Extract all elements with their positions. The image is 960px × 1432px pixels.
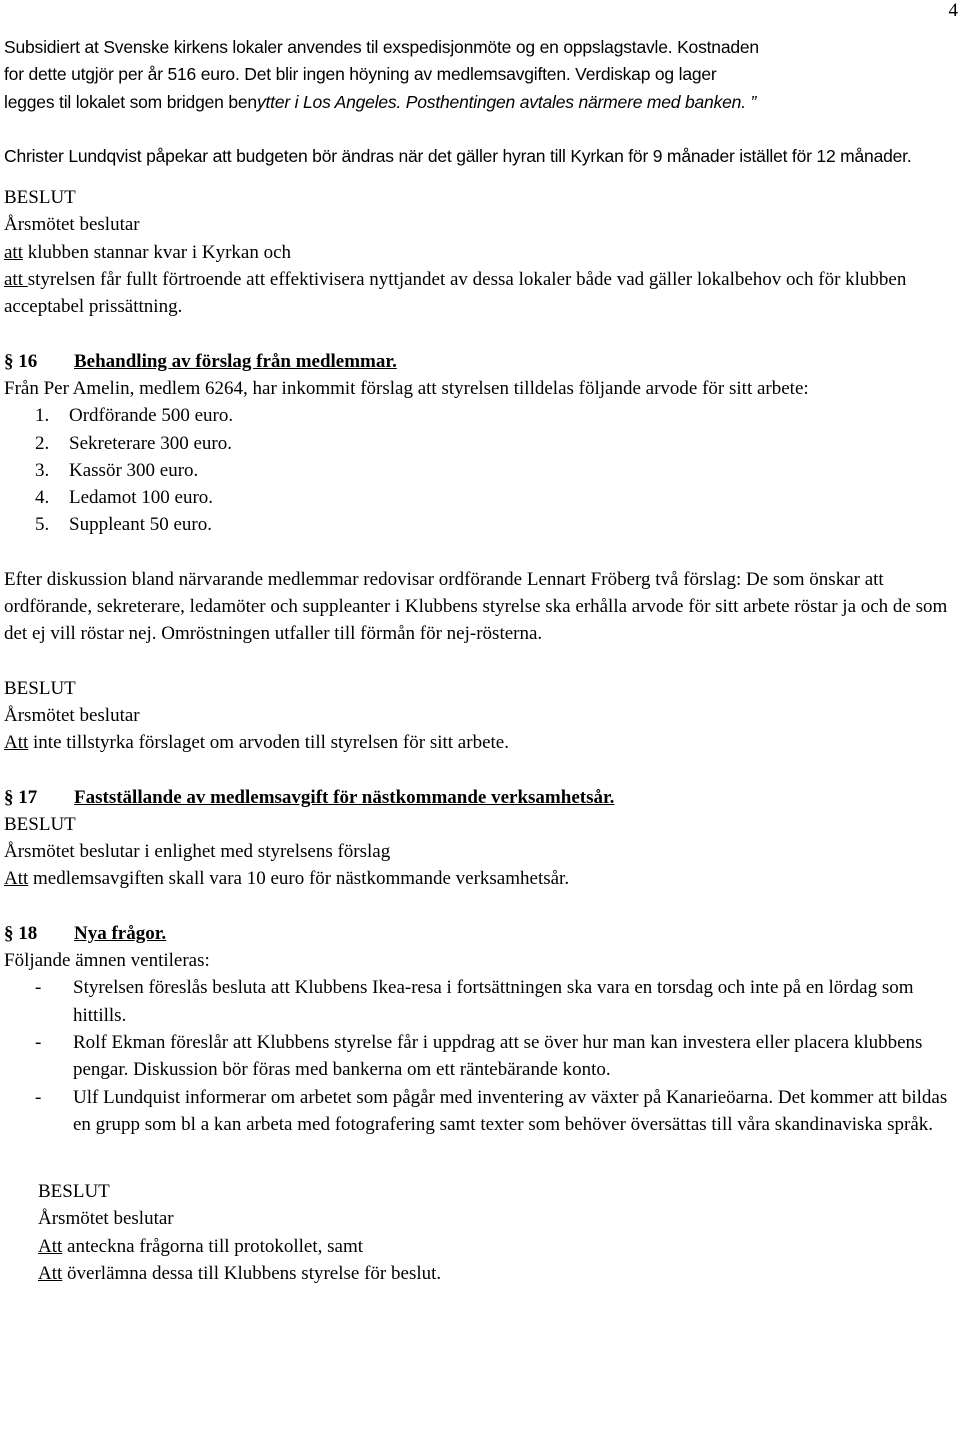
beslut-lead: Årsmötet beslutar i enlighet med styrelsens förslag (4, 841, 391, 863)
section-symbol: § 16 (4, 350, 38, 372)
beslut-title: BESLUT (4, 813, 76, 835)
beslut-title: BESLUT (4, 187, 76, 209)
quote-mark: ” (745, 91, 757, 112)
list-dash: - (35, 977, 42, 999)
list-text: Ordförande 500 euro. (69, 405, 234, 427)
beslut-item (38, 1260, 954, 1287)
beslut-item (4, 729, 954, 756)
beslut-item-text: klubben stannar kvar i Kyrkan och (23, 241, 292, 263)
list-item (4, 974, 954, 1029)
beslut-item-text: överlämna dessa till Klubbens styrelse för beslut. (62, 1262, 442, 1284)
list-number: 4. (35, 487, 50, 509)
proposal-intro: Från Per Amelin, medlem 6264, har inkommit förslag att styrelsen tilldelas följande arvode för sitt arbete: (4, 377, 809, 399)
section-heading (4, 920, 954, 947)
att-word: Att (4, 732, 29, 754)
section-17 (4, 784, 954, 893)
list-number: 3. (35, 459, 50, 481)
beslut-item-text: inte tillstyrka förslaget om arvoden till styrelsen för sitt arbete. (28, 732, 509, 754)
list-text: Styrelsen föreslås besluta att Klubbens Ikea-resa i fortsättningen ska vara en torsdag och inte på en lördag som hittills. (73, 977, 914, 1026)
list-text: Ulf Lundquist informerar om arbetet som pågår med inventering av växter på Kanarieöarna. Det kommer att bildas en grupp som bl a kan arbeta med fotografering samt texter som behöver översättas till våra skandinaviska språk. (73, 1086, 948, 1135)
section-title: Nya frågor. (74, 922, 167, 944)
list-number: 2. (35, 432, 50, 454)
beslut-item (4, 239, 954, 266)
beslut-block-18 (4, 1178, 954, 1287)
intro-text: legges til lokalet som bridgen ben (4, 91, 257, 112)
fee-list (4, 402, 954, 538)
list-item (4, 457, 954, 484)
beslut-lead: Årsmötet beslutar (38, 1208, 174, 1230)
discussion-paragraph: Efter diskussion bland närvarande medlemmar redovisar ordförande Lennart Fröberg två förslag: De som önskar att ordförande, sekreterare, ledamöter och suppleanter i Klubbens styrelse ska erhålla arvode för sitt arbete röstar ja och de som det ej vill röstar nej. Omröstningen utfaller till förmån för nej-rösterna. (4, 568, 948, 645)
list-text: Suppleant 50 euro. (69, 514, 213, 536)
section-title: Fastställande av medlemsavgift för nästkommande verksamhetsår. (74, 786, 615, 808)
list-item (4, 1029, 954, 1084)
list-item (4, 511, 954, 538)
section-heading (4, 784, 954, 811)
list-text: Rolf Ekman föreslår att Klubbens styrelse får i uppdrag att se över hur man kan investera eller placera klubbens pengar. Diskussion bör föras med bankerna om ett räntebärande konto. (73, 1031, 923, 1081)
att-word: att (4, 241, 23, 263)
page-number: 4 (948, 0, 958, 21)
intro-line: for dette utgjör per år 516 euro. Det blir ingen höyning av medlemsavgiften. Verdiskap og lager (4, 64, 717, 85)
beslut-title: BESLUT (4, 677, 76, 699)
christer-paragraph: Christer Lundqvist påpekar att budgeten bör ändras när det gäller hyran till Kyrkan för 9 månader istället för 12 månader. (4, 145, 912, 166)
intro-paragraph (4, 34, 954, 116)
section-symbol: § 18 (4, 922, 38, 944)
list-item (4, 1084, 954, 1139)
beslut-item-text: styrelsen får fullt förtroende att effektivisera nyttjandet av dessa lokaler både vad gäller lokalbehov och för klubben acceptabel prissättning. (4, 269, 907, 318)
beslut-item (4, 865, 954, 892)
att-word: att (4, 269, 28, 291)
list-item (4, 430, 954, 457)
list-dash: - (35, 1086, 42, 1108)
att-word: Att (4, 868, 29, 890)
topics-intro: Följande ämnen ventileras: (4, 950, 210, 972)
section-symbol: § 17 (4, 786, 38, 808)
list-number: 5. (35, 514, 50, 536)
list-item (4, 484, 954, 511)
beslut-item-text: medlemsavgiften skall vara 10 euro för nästkommande verksamhetsår. (28, 868, 570, 890)
section-heading (4, 348, 954, 375)
list-dash: - (35, 1031, 42, 1053)
intro-line: Subsidiert at Svenske kirkens lokaler anvendes til exspedisjonmöte og en oppslagstavle. Kostnaden (4, 37, 759, 57)
list-text: Kassör 300 euro. (69, 459, 199, 481)
beslut-item (4, 266, 954, 321)
list-number: 1. (35, 405, 50, 427)
beslut-lead: Årsmötet beslutar (4, 214, 140, 236)
beslut-item-text: anteckna frågorna till protokollet, samt (62, 1235, 364, 1257)
intro-italic-text: ytter i Los Angeles. Posthentingen avtales närmere med banken. (256, 91, 746, 112)
list-item (4, 402, 954, 429)
beslut-item (38, 1233, 954, 1260)
list-text: Sekreterare 300 euro. (69, 432, 233, 454)
beslut-block-1 (4, 184, 954, 320)
topics-list (4, 974, 954, 1138)
att-word: Att (38, 1262, 63, 1284)
section-title: Behandling av förslag från medlemmar. (74, 350, 397, 372)
section-16 (4, 348, 954, 757)
intro-line (4, 89, 954, 116)
list-text: Ledamot 100 euro. (69, 487, 214, 509)
beslut-title: BESLUT (38, 1181, 110, 1203)
beslut-lead: Årsmötet beslutar (4, 704, 140, 726)
att-word: Att (38, 1235, 63, 1257)
document-body (4, 34, 954, 1287)
section-18 (4, 920, 954, 1288)
